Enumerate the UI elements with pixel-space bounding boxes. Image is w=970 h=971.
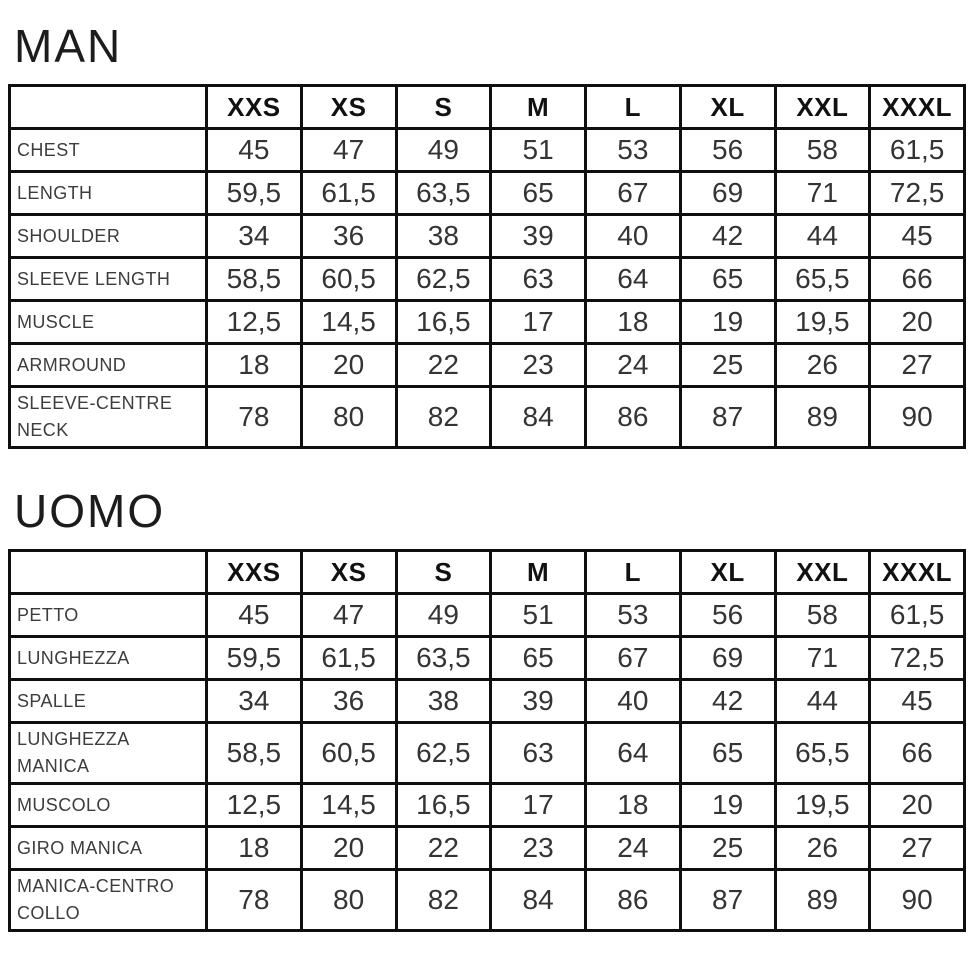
size-column-header: XS — [301, 86, 396, 129]
measurement-label: ARMROUND — [10, 344, 207, 387]
measurement-label: SLEEVE-CENTRE NECK — [10, 387, 207, 448]
size-value: 26 — [775, 827, 870, 870]
size-value: 17 — [491, 301, 586, 344]
size-value: 84 — [491, 870, 586, 931]
size-value: 87 — [680, 387, 775, 448]
size-value: 27 — [870, 827, 965, 870]
size-value: 18 — [586, 301, 681, 344]
size-value: 53 — [586, 129, 681, 172]
size-column-header: S — [396, 551, 491, 594]
size-value: 25 — [680, 827, 775, 870]
size-value: 45 — [207, 129, 302, 172]
measurement-label: CHEST — [10, 129, 207, 172]
size-value: 18 — [207, 827, 302, 870]
measurement-label: MANICA-CENTRO COLLO — [10, 870, 207, 931]
size-value: 20 — [301, 827, 396, 870]
size-value: 89 — [775, 387, 870, 448]
size-value: 47 — [301, 594, 396, 637]
size-value: 87 — [680, 870, 775, 931]
measurement-row — [10, 215, 965, 258]
size-value: 62,5 — [396, 258, 491, 301]
size-value: 62,5 — [396, 723, 491, 784]
size-value: 20 — [870, 301, 965, 344]
size-value: 34 — [207, 215, 302, 258]
size-value: 26 — [775, 344, 870, 387]
size-value: 16,5 — [396, 784, 491, 827]
size-value: 86 — [586, 870, 681, 931]
size-value: 71 — [775, 637, 870, 680]
size-value: 67 — [586, 172, 681, 215]
measurement-label: GIRO MANICA — [10, 827, 207, 870]
size-value: 23 — [491, 344, 586, 387]
measurement-label: LENGTH — [10, 172, 207, 215]
section-uomo — [8, 485, 968, 932]
size-value: 53 — [586, 594, 681, 637]
size-value: 19 — [680, 301, 775, 344]
size-value: 18 — [586, 784, 681, 827]
size-value: 42 — [680, 215, 775, 258]
size-value: 12,5 — [207, 301, 302, 344]
size-value: 63 — [491, 723, 586, 784]
size-value: 38 — [396, 680, 491, 723]
size-value: 66 — [870, 723, 965, 784]
measurement-row — [10, 258, 965, 301]
corner-cell — [10, 551, 207, 594]
size-value: 84 — [491, 387, 586, 448]
section-title-uomo: UOMO — [14, 485, 166, 537]
size-value: 49 — [396, 594, 491, 637]
size-value: 51 — [491, 129, 586, 172]
size-value: 58,5 — [207, 723, 302, 784]
size-value: 45 — [207, 594, 302, 637]
size-column-header: XXS — [207, 86, 302, 129]
size-value: 23 — [491, 827, 586, 870]
size-value: 65 — [491, 637, 586, 680]
size-column-header: XXL — [775, 551, 870, 594]
measurement-row — [10, 680, 965, 723]
size-value: 78 — [207, 387, 302, 448]
size-value: 65,5 — [775, 723, 870, 784]
size-value: 38 — [396, 215, 491, 258]
size-value: 72,5 — [870, 172, 965, 215]
size-value: 69 — [680, 172, 775, 215]
measurement-row — [10, 827, 965, 870]
measurement-row — [10, 784, 965, 827]
corner-cell — [10, 86, 207, 129]
size-value: 59,5 — [207, 637, 302, 680]
measurement-row — [10, 870, 965, 931]
measurement-row — [10, 129, 965, 172]
size-value: 45 — [870, 680, 965, 723]
size-value: 71 — [775, 172, 870, 215]
size-value: 22 — [396, 827, 491, 870]
size-value: 89 — [775, 870, 870, 931]
size-value: 66 — [870, 258, 965, 301]
size-column-header: S — [396, 86, 491, 129]
size-value: 20 — [301, 344, 396, 387]
size-value: 65 — [491, 172, 586, 215]
size-value: 36 — [301, 680, 396, 723]
size-value: 44 — [775, 680, 870, 723]
measurement-label: LUNGHEZZA MANICA — [10, 723, 207, 784]
size-value: 45 — [870, 215, 965, 258]
size-value: 58 — [775, 129, 870, 172]
size-value: 90 — [870, 387, 965, 448]
size-value: 63,5 — [396, 172, 491, 215]
size-value: 36 — [301, 215, 396, 258]
size-column-header: XL — [680, 551, 775, 594]
measurement-label: SPALLE — [10, 680, 207, 723]
measurement-label: SHOULDER — [10, 215, 207, 258]
size-value: 72,5 — [870, 637, 965, 680]
size-value: 64 — [586, 723, 681, 784]
size-value: 14,5 — [301, 301, 396, 344]
size-value: 39 — [491, 680, 586, 723]
size-value: 24 — [586, 344, 681, 387]
size-value: 17 — [491, 784, 586, 827]
size-column-header: XXL — [775, 86, 870, 129]
measurement-row — [10, 172, 965, 215]
size-column-header: XXXL — [870, 551, 965, 594]
size-value: 63,5 — [396, 637, 491, 680]
size-value: 40 — [586, 215, 681, 258]
size-value: 80 — [301, 870, 396, 931]
size-value: 82 — [396, 870, 491, 931]
measurement-label: SLEEVE LENGTH — [10, 258, 207, 301]
size-value: 19,5 — [775, 301, 870, 344]
size-value: 20 — [870, 784, 965, 827]
size-table-uomo — [8, 549, 966, 932]
size-column-header: L — [586, 551, 681, 594]
header-row — [10, 86, 965, 129]
size-value: 58 — [775, 594, 870, 637]
measurement-row — [10, 594, 965, 637]
size-value: 59,5 — [207, 172, 302, 215]
size-table-man — [8, 84, 966, 449]
size-value: 86 — [586, 387, 681, 448]
size-value: 49 — [396, 129, 491, 172]
size-value: 51 — [491, 594, 586, 637]
size-value: 22 — [396, 344, 491, 387]
measurement-row — [10, 637, 965, 680]
size-value: 65,5 — [775, 258, 870, 301]
size-column-header: XXXL — [870, 86, 965, 129]
size-value: 82 — [396, 387, 491, 448]
size-value: 60,5 — [301, 258, 396, 301]
measurement-row — [10, 387, 965, 448]
size-value: 61,5 — [870, 594, 965, 637]
size-value: 60,5 — [301, 723, 396, 784]
size-value: 39 — [491, 215, 586, 258]
size-column-header: M — [491, 86, 586, 129]
size-value: 80 — [301, 387, 396, 448]
size-column-header: XS — [301, 551, 396, 594]
header-row — [10, 551, 965, 594]
measurement-label: MUSCLE — [10, 301, 207, 344]
measurement-label: PETTO — [10, 594, 207, 637]
size-value: 19 — [680, 784, 775, 827]
size-value: 64 — [586, 258, 681, 301]
size-value: 42 — [680, 680, 775, 723]
measurement-row — [10, 301, 965, 344]
size-value: 18 — [207, 344, 302, 387]
size-value: 56 — [680, 594, 775, 637]
measurement-row — [10, 723, 965, 784]
size-value: 61,5 — [301, 172, 396, 215]
measurement-label: LUNGHEZZA — [10, 637, 207, 680]
size-value: 47 — [301, 129, 396, 172]
size-value: 90 — [870, 870, 965, 931]
size-value: 65 — [680, 723, 775, 784]
measurement-label: MUSCOLO — [10, 784, 207, 827]
section-title-man: MAN — [14, 20, 123, 72]
size-value: 56 — [680, 129, 775, 172]
size-column-header: L — [586, 86, 681, 129]
size-value: 65 — [680, 258, 775, 301]
size-value: 63 — [491, 258, 586, 301]
size-value: 14,5 — [301, 784, 396, 827]
size-value: 78 — [207, 870, 302, 931]
size-column-header: XL — [680, 86, 775, 129]
size-value: 69 — [680, 637, 775, 680]
size-value: 67 — [586, 637, 681, 680]
size-value: 61,5 — [301, 637, 396, 680]
size-value: 58,5 — [207, 258, 302, 301]
size-value: 16,5 — [396, 301, 491, 344]
size-value: 19,5 — [775, 784, 870, 827]
size-value: 12,5 — [207, 784, 302, 827]
size-value: 24 — [586, 827, 681, 870]
size-value: 27 — [870, 344, 965, 387]
size-value: 34 — [207, 680, 302, 723]
size-value: 25 — [680, 344, 775, 387]
size-value: 44 — [775, 215, 870, 258]
size-column-header: XXS — [207, 551, 302, 594]
measurement-row — [10, 344, 965, 387]
section-man — [8, 20, 968, 449]
size-value: 40 — [586, 680, 681, 723]
size-column-header: M — [491, 551, 586, 594]
size-value: 61,5 — [870, 129, 965, 172]
